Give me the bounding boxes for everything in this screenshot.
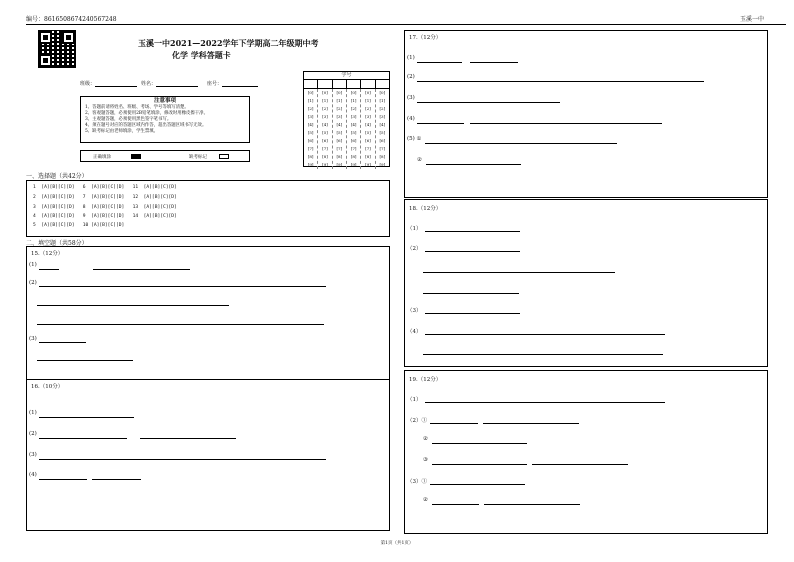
student-id-digit[interactable]: [1]: [336, 98, 343, 103]
q19-label-2: （2）①: [407, 418, 427, 424]
q18-box: [404, 199, 768, 367]
q17-label-5: (5) ①: [407, 136, 422, 142]
student-id-digit[interactable]: [9]: [379, 162, 386, 167]
student-id-digit[interactable]: [4]: [350, 122, 357, 127]
student-id-digit[interactable]: [7]: [350, 146, 357, 151]
student-id-column[interactable]: [318, 89, 332, 169]
notice-item: 3、主观题答题，必须使用黑色签字笔书写。: [85, 117, 172, 122]
mc-row[interactable]: 4 [A][B][C][D] 9 [A][B][C][D] 14 [A][B][C][D]: [33, 214, 177, 219]
mc-row[interactable]: 2 [A][B][C][D] 7 [A][B][C][D] 12 [A][B][C][D]: [33, 195, 177, 200]
answer-line[interactable]: [92, 479, 141, 480]
answer-line[interactable]: [426, 164, 521, 165]
student-id-digit[interactable]: [2]: [365, 106, 371, 111]
mc-answer-box: [26, 180, 390, 237]
student-id-digit[interactable]: [5]: [307, 130, 314, 135]
q15-label-1: (1): [29, 262, 37, 268]
answer-line[interactable]: [430, 423, 478, 424]
mc-row[interactable]: 3 [A][B][C][D] 8 [A][B][C][D] 13 [A][B][C][D]: [33, 205, 177, 210]
page-footer: 第1页（共1页）: [380, 541, 414, 546]
q18-label-4: （4）: [407, 329, 422, 335]
answer-line[interactable]: [37, 305, 229, 306]
q15-box: [26, 246, 390, 380]
q18-label-3: （3）: [407, 308, 422, 314]
student-id-digit[interactable]: [1]: [350, 98, 357, 103]
q18-label-1: （1）: [407, 226, 422, 232]
answer-line[interactable]: [417, 81, 704, 82]
school-short: 玉溪一中: [740, 16, 765, 23]
student-id-digit[interactable]: [8]: [350, 154, 357, 159]
answer-line[interactable]: [470, 62, 518, 63]
student-id-column[interactable]: [376, 89, 389, 169]
answer-line[interactable]: [93, 269, 190, 270]
answer-line[interactable]: [425, 231, 520, 232]
class-field[interactable]: [80, 80, 137, 87]
answer-line[interactable]: [425, 313, 520, 314]
student-id-digit[interactable]: [2]: [350, 106, 357, 111]
student-id-digit[interactable]: [0]: [350, 90, 357, 95]
student-id-digit[interactable]: [0]: [379, 90, 386, 95]
answer-line[interactable]: [484, 504, 580, 505]
answer-line[interactable]: [37, 324, 324, 325]
answer-line[interactable]: [432, 464, 527, 465]
student-id-digit[interactable]: [7]: [379, 146, 386, 151]
student-id-digit[interactable]: [6]: [350, 138, 357, 143]
student-id-digit[interactable]: [8]: [379, 154, 386, 159]
student-id-digit[interactable]: [5]: [350, 130, 357, 135]
card-subtitle: 化学 学科答题卡: [172, 50, 231, 60]
q18-head: 18.（12分）: [409, 206, 442, 212]
q17-box: [404, 30, 768, 198]
student-id-column[interactable]: [361, 89, 375, 169]
student-id-grid[interactable]: [303, 71, 390, 167]
q18-label-2: （2）: [407, 246, 422, 252]
student-id-digit[interactable]: [9]: [336, 162, 343, 167]
answer-line[interactable]: [425, 334, 665, 335]
answer-line[interactable]: [37, 360, 133, 361]
answer-line[interactable]: [39, 342, 86, 343]
student-id-digit[interactable]: [9]: [350, 162, 357, 167]
student-id-digit[interactable]: [1]: [365, 98, 371, 103]
student-id-digit[interactable]: [5]: [336, 130, 343, 135]
answer-line[interactable]: [432, 443, 527, 444]
student-id-digit[interactable]: [7]: [322, 146, 328, 151]
answer-line[interactable]: [425, 402, 665, 403]
q17-label-2: (2): [407, 74, 415, 80]
student-id-digit[interactable]: [0]: [365, 90, 371, 95]
answer-line[interactable]: [432, 504, 479, 505]
student-id-digit[interactable]: [3]: [350, 114, 357, 119]
student-id-digit[interactable]: [0]: [307, 90, 314, 95]
student-id-digit[interactable]: [2]: [307, 106, 314, 111]
notice-item: 5、缺考标记由老师填涂，学生禁填。: [85, 129, 159, 134]
q15-label-2: (2): [29, 280, 37, 286]
student-id-digit[interactable]: [4]: [365, 122, 371, 127]
name-label: 姓名：: [141, 81, 157, 87]
student-id-digit[interactable]: [7]: [365, 146, 371, 151]
student-id-digit[interactable]: [2]: [322, 106, 328, 111]
q19-label-3: ②: [423, 436, 428, 442]
student-id-digit[interactable]: [0]: [322, 90, 328, 95]
student-id-digit[interactable]: [5]: [365, 130, 371, 135]
student-id-digit[interactable]: [1]: [322, 98, 328, 103]
student-id-digit[interactable]: [6]: [322, 138, 328, 143]
answer-line[interactable]: [423, 354, 663, 355]
correct-fill-label: 正确填涂: [93, 155, 111, 160]
answer-line[interactable]: [417, 102, 560, 103]
student-id-digit[interactable]: [0]: [336, 90, 343, 95]
notice-item: 4、须在题号对应的答题区域内作答，超出答题区域书写无效。: [85, 123, 207, 128]
answer-line[interactable]: [39, 417, 134, 418]
q17-label-1: (1): [407, 55, 415, 61]
student-id-digit[interactable]: [3]: [307, 114, 314, 119]
q17-label-3: (3): [407, 95, 415, 101]
student-id-digit[interactable]: [6]: [365, 138, 371, 143]
q16-box: [26, 379, 390, 531]
notice-box: [80, 96, 250, 143]
q19-head: 19.（12分）: [409, 377, 442, 383]
answer-line[interactable]: [39, 438, 127, 439]
answer-line[interactable]: [423, 293, 519, 294]
notice-item: 1、答题前请将姓名、班级、考场、学号等填写清楚。: [85, 105, 189, 110]
student-id-digit[interactable]: [3]: [336, 114, 343, 119]
student-id-digit[interactable]: [3]: [379, 114, 386, 119]
q16-label-4: (4): [29, 472, 37, 478]
section2-title: 二、填空题（共58分）: [26, 240, 88, 247]
answer-line[interactable]: [425, 143, 617, 144]
answer-line[interactable]: [39, 269, 59, 270]
answer-line[interactable]: [470, 123, 662, 124]
seat-label: 座号：: [207, 81, 223, 87]
student-id-digit[interactable]: [6]: [307, 138, 314, 143]
student-id-digit[interactable]: [5]: [379, 130, 386, 135]
student-id-digit[interactable]: [3]: [365, 114, 371, 119]
answer-line[interactable]: [39, 459, 326, 460]
class-label: 班级：: [80, 81, 96, 87]
student-id-digit[interactable]: [8]: [307, 154, 314, 159]
answer-line[interactable]: [417, 62, 462, 63]
student-id-digit[interactable]: [2]: [336, 106, 343, 111]
student-id-digit[interactable]: [7]: [307, 146, 314, 151]
student-id-digit[interactable]: [8]: [322, 154, 328, 159]
answer-line[interactable]: [39, 479, 87, 480]
absent-mark-checkbox[interactable]: [219, 154, 229, 159]
answer-line[interactable]: [425, 251, 520, 252]
card-title: 玉溪一中2021—2022学年下学期高二年级期中考: [138, 38, 319, 48]
student-id-digit[interactable]: [8]: [336, 154, 343, 159]
answer-line[interactable]: [483, 423, 579, 424]
q19-label-6: ②: [423, 497, 428, 503]
student-id-digit[interactable]: [1]: [379, 98, 386, 103]
section1-title: 一、选择题（共42分）: [26, 173, 88, 180]
student-id-digit[interactable]: [8]: [365, 154, 371, 159]
name-field[interactable]: [141, 80, 198, 87]
student-id-digit[interactable]: [4]: [336, 122, 343, 127]
student-id-label: 学号: [304, 72, 389, 80]
q19-label-1: （1）: [407, 397, 422, 403]
q16-head: 16.（10分）: [31, 384, 64, 390]
q16-label-2: (2): [29, 431, 37, 437]
notice-title: 注意事项: [153, 98, 176, 104]
answer-line[interactable]: [140, 438, 236, 439]
student-id-column[interactable]: [304, 89, 318, 169]
answer-line[interactable]: [417, 123, 464, 124]
header-divider: [26, 24, 786, 25]
student-id-digit[interactable]: [9]: [307, 162, 314, 167]
answer-line[interactable]: [430, 484, 525, 485]
student-id-digit[interactable]: [5]: [322, 130, 328, 135]
q17-label-4: (4): [407, 116, 415, 122]
seat-field[interactable]: [207, 80, 258, 87]
student-id-column[interactable]: [347, 89, 361, 169]
q16-label-3: (3): [29, 452, 37, 458]
serial-number: 编号：8616508674240567248: [26, 16, 117, 23]
correct-fill-sample: [131, 154, 141, 159]
mc-row[interactable]: 1 [A][B][C][D] 6 [A][B][C][D] 11 [A][B][C][D]: [33, 185, 177, 190]
student-id-digit[interactable]: [1]: [307, 98, 314, 103]
fill-mark-box: [80, 150, 250, 162]
answer-line[interactable]: [532, 464, 628, 465]
q17-label-6: ②: [417, 157, 422, 163]
qr-code: [38, 30, 76, 68]
student-id-digit[interactable]: [6]: [379, 138, 386, 143]
answer-line[interactable]: [423, 272, 615, 273]
student-id-digit[interactable]: [9]: [322, 162, 328, 167]
student-id-digit[interactable]: [9]: [365, 162, 371, 167]
absent-mark-label: 缺考标记: [189, 155, 207, 160]
q19-box: [404, 370, 768, 534]
student-id-digit[interactable]: [3]: [322, 114, 328, 119]
q19-label-4: ③: [423, 457, 428, 463]
student-id-digit[interactable]: [7]: [336, 146, 343, 151]
q17-head: 17.（12分）: [409, 35, 442, 41]
mc-row[interactable]: 5 [A][B][C][D] 10 [A][B][C][D]: [33, 223, 125, 228]
q15-head: 15.（12分）: [31, 251, 64, 257]
answer-line[interactable]: [39, 286, 326, 287]
student-id-digit[interactable]: [6]: [336, 138, 343, 143]
student-id-column[interactable]: [333, 89, 347, 169]
student-id-digit[interactable]: [4]: [322, 122, 328, 127]
student-id-digit[interactable]: [4]: [379, 122, 386, 127]
q19-label-5: （3）①: [407, 479, 427, 485]
student-id-digit[interactable]: [2]: [379, 106, 386, 111]
notice-item: 2、客观题答题，必须使用2B铅笔填涂，修改时用橡皮擦干净。: [85, 111, 208, 116]
student-id-digit[interactable]: [4]: [307, 122, 314, 127]
q15-label-3: (3): [29, 336, 37, 342]
q16-label-1: (1): [29, 410, 37, 416]
